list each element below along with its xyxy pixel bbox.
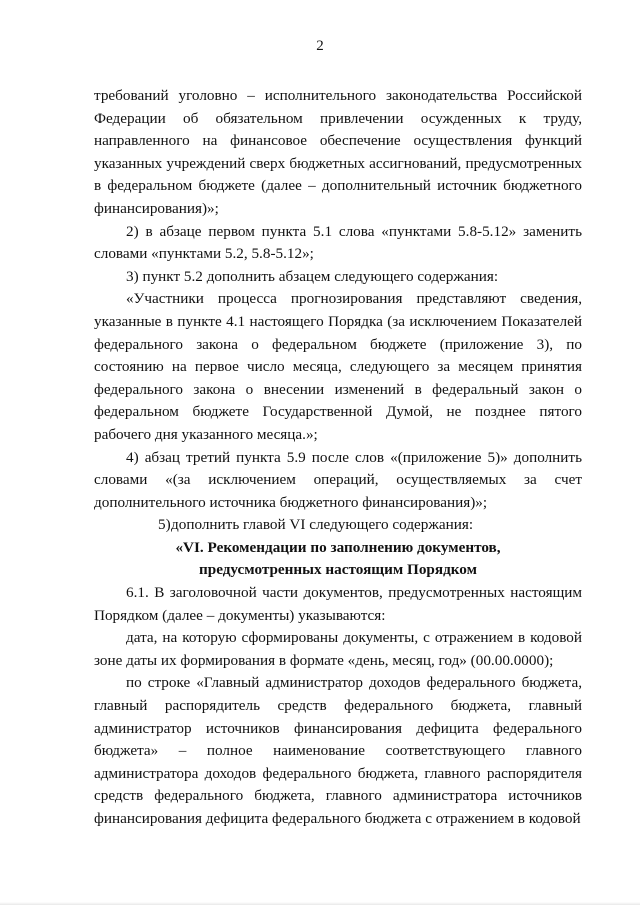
document-body (94, 85, 582, 831)
chapter-heading-line-1: «VI. Рекомендации по заполнению документов, (175, 538, 501, 556)
page-number: 2 (316, 38, 324, 54)
paragraph-date: дата, на которую сформированы документы, с отражением в кодовой зоне даты их формирования в формате «день, месяц, год» (00.00.0000); (94, 629, 582, 669)
paragraph-continuation: требований уголовно – исполнительного законодательства Российской Федерации об обязательном привлечении осужденных к труду, направленного на финансовое обеспечение осуществления функций указанных учреждений сверх бюджетных ассигнований, предусмотренных в федеральном бюджете (далее – дополнительный источник бюджетного финансирования)»; (94, 87, 582, 217)
paragraph-item-5 (94, 514, 582, 537)
paragraph-item-3: 3) пункт 5.2 дополнить абзацем следующего содержания: (126, 267, 499, 285)
paragraph-quoted-amendment: «Участники процесса прогнозирования представляют сведения, указанные в пункте 4.1 настоящего Порядка (за исключением Показателей федерального закона о федеральном бюджете (приложение 3), по состоянию на первое число месяца, следующего за месяцем принятия федерального закона о внесении изменений в федеральный закон о федеральном бюджете Государственной Думой, не позднее пятого рабочего дня указанного месяца.»; (94, 290, 582, 443)
paragraph-6-1: 6.1. В заголовочной части документов, предусмотренных настоящим Порядком (далее – документы) указываются: (94, 584, 582, 624)
item-5-number: 5) (158, 516, 171, 534)
paragraph-item-2: 2) в абзаце первом пункта 5.1 слова «пунктами 5.8-5.12» заменить словами «пунктами 5.2, 5.8-5.12»; (94, 222, 582, 263)
chapter-heading-line-2: предусмотренных настоящим Порядком (199, 561, 477, 579)
paragraph-item-4: 4) абзац третий пункта 5.9 после слов «(приложение 5)» дополнить словами «(за исключением операций, осуществляемых за счет дополнительного источника бюджетного финансирования)»; (94, 448, 582, 511)
paragraph-administrator: по строке «Главный администратор доходов федерального бюджета, главный распорядитель средств федерального бюджета, главный администратор источников финансирования дефицита федерального бюджета» – полное наименование соответствующего главного администратора доходов федерального бюджета, главного распорядителя средств федерального бюджета, главного администратора источников финансирования дефицита федерального бюджета с отражением в кодовой (94, 674, 582, 827)
item-5-text: дополнить главой VI следующего содержания: (171, 516, 474, 534)
